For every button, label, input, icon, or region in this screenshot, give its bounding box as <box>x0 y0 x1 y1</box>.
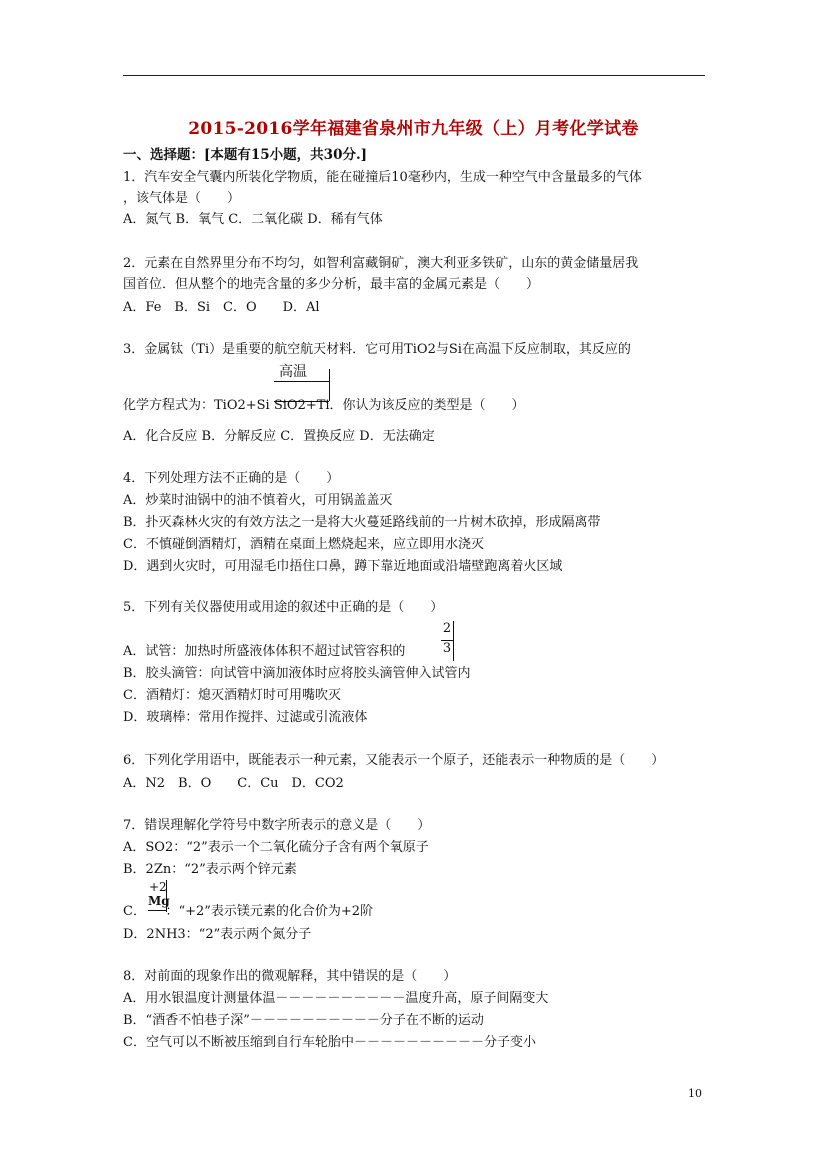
q3-stem: 3．金属钛（Ti）是重要的航空航天材料．它可用TiO2与Si在高温下反应制取，其反应的 <box>123 342 631 357</box>
q8-option-b: B．“酒香不怕巷子深”－－－－－－－－－－分子在不断的运动 <box>123 1013 484 1028</box>
q4-option-b: B．扑灭森林火灾的有效方法之一是将大火蔓延路线前的一片树木砍掉，形成隔离带 <box>123 515 601 530</box>
condition-label: 高温 <box>279 364 307 380</box>
q5-stem: 5．下列有关仪器使用或用途的叙述中正确的是（ ） <box>123 600 444 615</box>
q6-stem: 6．下列化学用语中，既能表示一种元素，又能表示一个原子，还能表示一种物质的是（ ） <box>123 753 665 768</box>
valence-label: +2 <box>149 880 167 894</box>
q6-options: A．N2 B．O C．Cu D．CO2 <box>123 776 344 791</box>
q5-option-c: C．酒精灯：熄灭酒精灯时可用嘴吹灭 <box>123 688 341 703</box>
q4-option-d: D．遇到火灾时，可用湿毛巾捂住口鼻，蹲下靠近地面或沿墙壁跑离着火区域 <box>123 559 563 574</box>
q3-equation: 化学方程式为：TiO2+Si SiO2+Ti．你认为该反应的类型是（ ） <box>123 398 525 413</box>
q7-option-d: D．2NH3：“2”表示两个氮分子 <box>123 927 312 942</box>
q4-stem: 4．下列处理方法不正确的是（ ） <box>123 471 340 486</box>
q8-option-a: A．用水银温度计测量体温－－－－－－－－－－温度升高，原子间隔变大 <box>123 991 549 1006</box>
q7-option-c: C． ：“+2”表示镁元素的化合价为+2阶 <box>123 904 374 919</box>
q1-options: A．氮气 B．氧气 C．二氧化碳 D．稀有气体 <box>123 212 383 227</box>
q5-option-b: B．胶头滴管：向试管中滴加液体时应将胶头滴管伸入试管内 <box>123 666 471 681</box>
q7-stem: 7．错误理解化学符号中数字所表示的意义是（ ） <box>123 818 431 833</box>
page-title: 2015-2016学年福建省泉州市九年级（上）月考化学试卷 <box>188 119 639 139</box>
q5-option-d: D．玻璃棒：常用作搅拌、过滤或引流液体 <box>123 710 368 725</box>
q2-stem-cont: 国首位．但从整个的地壳含量的多少分析，最丰富的金属元素是（ ） <box>123 277 540 292</box>
fraction-numerator: 2 <box>442 621 452 636</box>
fraction-side <box>453 621 454 661</box>
q8-option-c: C．空气可以不断被压缩到自行车轮胎中－－－－－－－－－－分子变小 <box>123 1035 536 1050</box>
page-number: 10 <box>688 1087 702 1100</box>
q4-option-c: C．不慎碰倒酒精灯，酒精在桌面上燃烧起来，应立即用水浇灭 <box>123 537 484 552</box>
q8-stem: 8．对前面的现象作出的微观解释，其中错误的是（ ） <box>123 969 457 984</box>
q4-option-a: A．炒菜时油锅中的油不慎着火，可用锅盖盖灭 <box>123 493 393 508</box>
q5-option-a: A．试管：加热时所盛液体体积不超过试管容积的 <box>123 644 406 659</box>
fraction-two-thirds <box>441 621 453 661</box>
element-symbol: Mg <box>148 894 170 908</box>
header-rule <box>123 75 705 76</box>
q7-option-a: A．SO2：“2”表示一个二氧化硫分子含有两个氧原子 <box>123 840 429 855</box>
fraction-denominator: 3 <box>442 641 452 656</box>
q2-stem: 2．元素在自然界里分布不均匀，如智利富藏铜矿，澳大利亚多铁矿，山东的黄金储量居我 <box>123 256 639 271</box>
q3-options: A．化合反应 B．分解反应 C．置换反应 D．无法确定 <box>123 429 435 444</box>
section-heading: 一、选择题：[本题有15小题，共30分.] <box>123 147 368 163</box>
reaction-condition <box>274 361 329 401</box>
q7-option-b: B．2Zn：“2”表示两个锌元素 <box>123 862 297 877</box>
eq-bar-top <box>274 381 329 382</box>
q2-options: A．Fe B．Si C．O D．Al <box>123 300 320 315</box>
q1-stem: 1．汽车安全气囊内所装化学物质，能在碰撞后10毫秒内，生成一种空气中含量最多的气体 <box>123 170 642 185</box>
q1-stem-cont: ，该气体是（ ） <box>123 191 241 206</box>
